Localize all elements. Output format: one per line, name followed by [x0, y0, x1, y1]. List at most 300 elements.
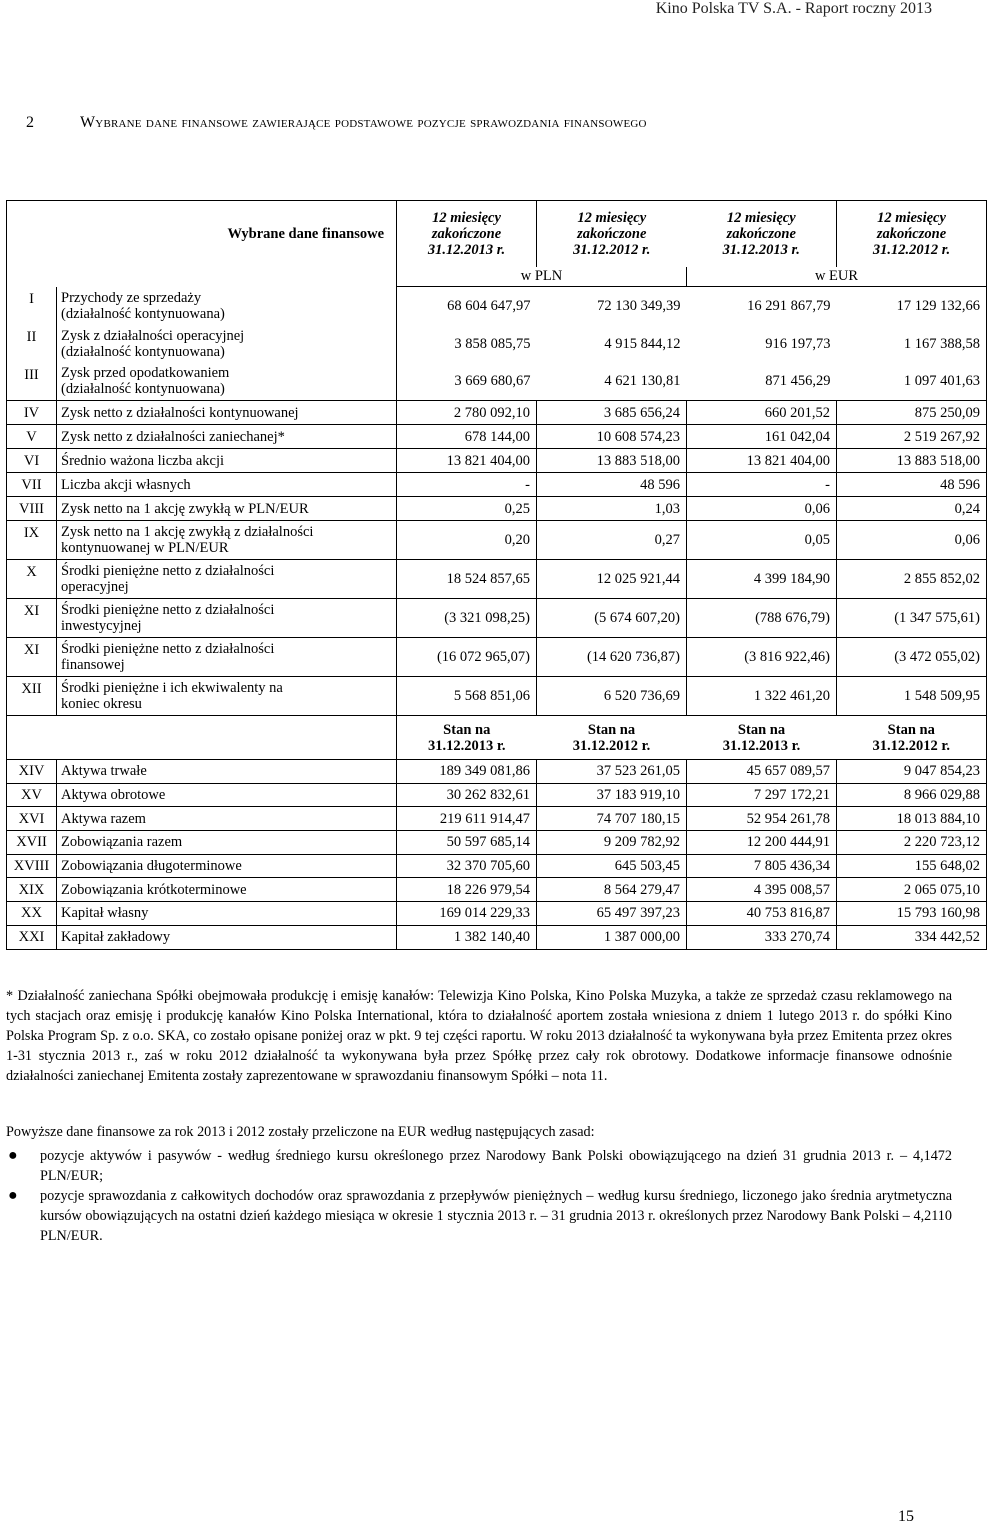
value-cell: [397, 325, 537, 363]
value: 13 821 404,00: [446, 452, 530, 469]
conversion-bullet: [6, 1146, 952, 1186]
value: 3 669 680,67: [454, 373, 531, 390]
table-row: [7, 325, 987, 363]
value-cell: [837, 854, 987, 878]
value: 189 349 081,86: [439, 763, 530, 780]
value: 13 883 518,00: [896, 452, 980, 469]
value: 8 966 029,88: [903, 787, 980, 804]
value: 0,05: [804, 532, 830, 548]
value-cell: [397, 497, 537, 521]
row-label-cont: (działalność kontynuowana): [61, 305, 225, 322]
row-label-cell: [57, 760, 397, 784]
value-cell: [537, 831, 687, 855]
row-number-cell: [7, 878, 57, 902]
stan-line: Stan na: [443, 721, 491, 738]
row-number: III: [24, 366, 39, 383]
value-cell: [537, 363, 687, 401]
value: 1 097 401,63: [903, 373, 980, 390]
value: 0,27: [654, 532, 680, 548]
table-row: [7, 854, 987, 878]
balance-header-spacer: [7, 716, 397, 760]
value-cell: [537, 497, 687, 521]
value-cell: [537, 854, 687, 878]
period-line: zakończone: [431, 225, 502, 242]
section-number: 2: [26, 114, 35, 131]
value: 2 220 723,12: [903, 834, 980, 851]
row-label-cont: (działalność kontynuowana): [61, 343, 225, 360]
row-number-cell: [7, 560, 57, 599]
value: 13 821 404,00: [746, 452, 830, 469]
row-label-cell: [57, 425, 397, 449]
value-cell: [837, 425, 987, 449]
value-cell: [397, 831, 537, 855]
period-line: zakończone: [726, 225, 796, 242]
row-label-cell: [57, 807, 397, 831]
value-cell: [397, 925, 537, 949]
row-number-cell: [7, 760, 57, 784]
row-number-cell: [7, 521, 57, 560]
row-number: VIII: [19, 500, 44, 517]
value-cell: [397, 401, 537, 425]
row-number-cell: [7, 287, 57, 325]
row-label-cont: finansowej: [61, 657, 125, 673]
table-row: [7, 560, 987, 599]
value: 45 657 089,57: [746, 763, 830, 780]
row-label: Zobowiązania razem: [61, 834, 183, 851]
row-label-cell: [57, 599, 397, 638]
value: 333 270,74: [764, 929, 830, 946]
value-cell: [687, 521, 837, 560]
value-cell: [537, 560, 687, 599]
row-label-cell: [57, 287, 397, 325]
period-line: 12 miesięcy: [726, 209, 796, 226]
row-label-cell: [57, 677, 397, 716]
value-cell: [687, 560, 837, 599]
value: 48 596: [940, 476, 980, 493]
value-cell: [837, 287, 987, 325]
row-label-cell: [57, 878, 397, 902]
value: 1 382 140,40: [453, 929, 530, 946]
value: 18 524 857,65: [446, 571, 530, 587]
value: 155 648,02: [914, 858, 980, 875]
value: 65 497 397,23: [596, 905, 680, 922]
row-number: XX: [21, 905, 42, 922]
value: 2 855 852,02: [903, 571, 980, 587]
value: 48 596: [640, 476, 680, 493]
row-number: X: [26, 564, 37, 580]
value: (5 674 607,20): [594, 610, 680, 626]
row-label-cell: [57, 902, 397, 926]
table-row: [7, 831, 987, 855]
value-cell: [537, 677, 687, 716]
value-cell: [837, 902, 987, 926]
row-label-cont: inwestycyjnej: [61, 618, 142, 634]
value: 334 442,52: [914, 929, 980, 946]
period-line: 12 miesięcy: [877, 209, 946, 226]
value-cell: [837, 449, 987, 473]
value-cell: [397, 902, 537, 926]
stan-date: 31.12.2013 r.: [722, 737, 801, 754]
value: (3 321 098,25): [444, 610, 530, 626]
value-cell: [687, 807, 837, 831]
row-number-cell: [7, 473, 57, 497]
value: 3 858 085,75: [454, 335, 531, 352]
value-cell: [687, 677, 837, 716]
table-header-row: [7, 201, 987, 267]
row-label-cell: [57, 363, 397, 401]
value: (1 347 575,61): [894, 610, 980, 626]
value-cell: [537, 599, 687, 638]
table-row: [7, 807, 987, 831]
row-label: Zysk netto na 1 akcję zwykłą z działalności: [61, 524, 314, 540]
row-number-cell: [7, 497, 57, 521]
value-cell: [687, 363, 837, 401]
row-number-cell: [7, 401, 57, 425]
value-cell: [687, 878, 837, 902]
row-number-cell: [7, 325, 57, 363]
row-number: XI: [23, 642, 40, 658]
row-label-cell: [57, 521, 397, 560]
row-label: Aktywa trwałe: [61, 763, 147, 780]
value: -: [525, 476, 530, 493]
value: 8 564 279,47: [603, 881, 680, 898]
value: 7 805 436,34: [753, 858, 830, 875]
row-label-cont: koniec okresu: [61, 696, 142, 712]
value-cell: [837, 560, 987, 599]
value: 161 042,04: [764, 428, 830, 445]
value-cell: [397, 783, 537, 807]
row-number-cell: [7, 599, 57, 638]
row-label: Średnio ważona liczba akcji: [61, 452, 225, 469]
row-label: Liczba akcji własnych: [61, 476, 191, 493]
table-row: [7, 401, 987, 425]
table-row: [7, 287, 987, 325]
value: 916 197,73: [765, 335, 831, 352]
value: 30 262 832,61: [446, 787, 530, 804]
period-header: [687, 201, 837, 267]
balance-date-header: [537, 716, 687, 760]
table-row: [7, 497, 987, 521]
unit-eur-cell: [687, 267, 987, 287]
value: 4 915 844,12: [604, 335, 681, 352]
row-number: XII: [21, 681, 42, 697]
row-number-cell: [7, 449, 57, 473]
row-label: Aktywa razem: [61, 810, 146, 827]
row-label: Przychody ze sprzedaży: [61, 289, 202, 306]
value: 12 025 921,44: [596, 571, 680, 587]
value-cell: [537, 473, 687, 497]
value-cell: [687, 473, 837, 497]
value-cell: [837, 473, 987, 497]
value: (788 676,79): [755, 610, 830, 626]
row-label: Środki pieniężne i ich ekwiwalenty na: [61, 680, 283, 696]
value: 72 130 349,39: [597, 297, 681, 314]
table-row: [7, 902, 987, 926]
row-label: Zysk netto z działalności zaniechanej*: [61, 428, 285, 445]
row-number-cell: [7, 425, 57, 449]
value-cell: [687, 760, 837, 784]
value-cell: [397, 425, 537, 449]
value-cell: [687, 425, 837, 449]
value-cell: [687, 287, 837, 325]
table-title-cell: [7, 201, 397, 267]
value: 15 793 160,98: [896, 905, 980, 922]
value-cell: [537, 783, 687, 807]
value: 74 707 180,15: [596, 810, 680, 827]
value-cell: [397, 638, 537, 677]
row-number-cell: [7, 925, 57, 949]
value-cell: [687, 497, 837, 521]
value-cell: [397, 807, 537, 831]
period-line: zakończone: [876, 225, 947, 242]
value-cell: [837, 401, 987, 425]
value-cell: [537, 325, 687, 363]
value: 2 780 092,10: [453, 404, 530, 421]
table-row: [7, 878, 987, 902]
value-cell: [837, 831, 987, 855]
period-header: [537, 201, 687, 267]
row-label: Kapitał własny: [61, 905, 149, 922]
row-number: IX: [23, 525, 40, 541]
value-cell: [537, 807, 687, 831]
value-cell: [687, 854, 837, 878]
period-line: 12 miesięcy: [432, 209, 501, 226]
row-number-cell: [7, 638, 57, 677]
stan-date: 31.12.2012 r.: [572, 737, 651, 754]
value: 1 548 509,95: [903, 688, 980, 704]
period-line: zakończone: [577, 225, 647, 242]
value: 645 503,45: [614, 858, 680, 875]
value: 18 226 979,54: [446, 881, 530, 898]
value-cell: [397, 854, 537, 878]
row-label-cell: [57, 401, 397, 425]
row-number-cell: [7, 902, 57, 926]
value: 18 013 884,10: [896, 810, 980, 827]
row-label-cont: (działalność kontynuowana): [61, 381, 225, 398]
bullet-text: pozycje aktywów i pasywów - według średniego kursu określonego przez Narodowy Bank Polski obowiązującego na dzień 31 grudnia 2013 r. – 4,1472 PLN/EUR;: [40, 1148, 952, 1184]
period-date: 31.12.2013 r.: [427, 241, 506, 258]
value: -: [825, 476, 830, 493]
value-cell: [397, 449, 537, 473]
table-row: [7, 677, 987, 716]
value: 9 209 782,92: [603, 834, 680, 851]
balance-date-header: [397, 716, 537, 760]
value: 1 387 000,00: [603, 929, 680, 946]
row-number: XVII: [16, 834, 47, 851]
section-heading: [26, 114, 647, 132]
value-cell: [837, 521, 987, 560]
stan-date: 31.12.2013 r.: [427, 737, 506, 754]
running-header: Kino Polska TV S.A. - Raport roczny 2013: [655, 0, 932, 17]
row-number-cell: [7, 831, 57, 855]
value: 3 685 656,24: [603, 404, 680, 421]
section-title: Wybrane dane finansowe zawierające podstawowe pozycje sprawozdania finansowego: [80, 114, 647, 131]
bullet-icon: ●: [8, 1147, 18, 1164]
table-row: [7, 783, 987, 807]
value: 5 568 851,06: [453, 688, 530, 704]
units-spacer: [7, 267, 397, 287]
value: 4 395 008,57: [753, 881, 830, 898]
value-cell: [687, 599, 837, 638]
value: 1 167 388,58: [903, 335, 980, 352]
row-label-cell: [57, 638, 397, 677]
value-cell: [537, 902, 687, 926]
value: 0,06: [954, 532, 980, 548]
row-number: XVI: [18, 810, 45, 827]
value-cell: [687, 783, 837, 807]
row-label: Zysk przed opodatkowaniem: [61, 365, 230, 382]
row-label: Kapitał zakładowy: [61, 929, 171, 946]
value: 871 456,29: [765, 373, 831, 390]
value-cell: [397, 521, 537, 560]
value-cell: [687, 325, 837, 363]
value-cell: [397, 287, 537, 325]
unit-pln: w PLN: [520, 268, 563, 285]
row-label-cell: [57, 783, 397, 807]
table-row: [7, 925, 987, 949]
stan-date: 31.12.2012 r.: [872, 737, 951, 754]
value-cell: [537, 449, 687, 473]
stan-line: Stan na: [587, 721, 636, 738]
row-label-cell: [57, 449, 397, 473]
value: 50 597 685,14: [446, 834, 530, 851]
row-number-cell: [7, 677, 57, 716]
row-label-cell: [57, 854, 397, 878]
unit-eur: w EUR: [814, 268, 859, 285]
row-label-cont: kontynuowanej w PLN/EUR: [61, 540, 229, 556]
value: 6 520 736,69: [603, 688, 680, 704]
value: 219 611 914,47: [439, 810, 530, 827]
value-cell: [837, 807, 987, 831]
value: 0,24: [954, 500, 980, 517]
value: 52 954 261,78: [746, 810, 830, 827]
value: 37 183 919,10: [596, 787, 680, 804]
row-label: Środki pieniężne netto z działalności: [61, 563, 275, 579]
value-cell: [687, 638, 837, 677]
value-cell: [537, 878, 687, 902]
discontinued-operations-footnote: * Działalność zaniechana Spółki obejmowała produkcję i emisję kanałów: Telewizja Kino Polska, Kino Polska Muzyka, a także ze sprzedaż czasu reklamowego na tych stacjach oraz emisję i produkcję kanałów Kino Polska International, która to działalność aportem została wniesiona z dniem 1 lutego 2013 r. do spółki Kino Polska Program Sp. z o.o. SKA, co zostało opisane poniżej oraz w pkt. 9 tej części raportu. W roku 2013 działalność ta wykonywana była przez Emitenta przez okres 1-31 stycznia 2013 r., zaś w roku 2012 działalność ta wykonywana była przez Spółkę przez cały rok obrotowy. Dodatkowe informacje finansowe odnośnie działalności zaniechanej Emitenta zostały zaprezentowane w sprawozdaniu finansowym Spółki – nota 11.: [6, 988, 952, 1084]
row-label: Zysk z działalności operacyjnej: [61, 327, 245, 344]
value: 68 604 647,97: [447, 297, 531, 314]
value-cell: [397, 878, 537, 902]
value: 16 291 867,79: [747, 297, 831, 314]
period-header: [837, 201, 987, 267]
row-label-cell: [57, 325, 397, 363]
page-number: 15: [898, 1508, 914, 1525]
table-row: [7, 599, 987, 638]
value: 0,25: [504, 500, 530, 517]
row-number-cell: [7, 783, 57, 807]
row-number: IV: [23, 404, 40, 421]
value: 2 065 075,10: [903, 881, 980, 898]
value: 1 322 461,20: [753, 688, 830, 704]
period-header: [397, 201, 537, 267]
value-cell: [537, 925, 687, 949]
table-row: [7, 638, 987, 677]
bullet-text: pozycje sprawozdania z całkowitych dochodów oraz sprawozdania z przepływów pieniężnych – według kursu średniego, liczonego jako średnia arytmetyczna kursów obowiązujących na ostatni dzień każdego miesiąca w okresie 1 stycznia 2013 r. – 31 grudnia 2013 r. określonych przez Narodowy Bank Polski – 4,2110 PLN/EUR.: [40, 1188, 952, 1244]
value-cell: [837, 783, 987, 807]
row-label-cell: [57, 925, 397, 949]
value-cell: [687, 902, 837, 926]
value-cell: [837, 925, 987, 949]
conversion-bullet: [6, 1186, 952, 1246]
value-cell: [537, 760, 687, 784]
table-title: Wybrane dane finansowe: [227, 225, 384, 242]
row-label-cell: [57, 473, 397, 497]
value-cell: [537, 521, 687, 560]
table-row: [7, 425, 987, 449]
row-number-cell: [7, 854, 57, 878]
balance-header-row: [7, 716, 987, 760]
table-row: [7, 449, 987, 473]
value: 37 523 261,05: [596, 763, 680, 780]
conversion-bullets: [6, 1146, 952, 1246]
row-number: II: [26, 328, 37, 345]
conversion-intro: Powyższe dane finansowe za rok 2013 i 2012 zostały przeliczone na EUR według następujących zasad:: [6, 1124, 595, 1140]
value-cell: [687, 925, 837, 949]
row-number: XV: [21, 787, 42, 804]
bullet-icon: ●: [8, 1187, 18, 1204]
value-cell: [837, 638, 987, 677]
value: (3 472 055,02): [894, 649, 980, 665]
value-cell: [537, 401, 687, 425]
row-number: V: [26, 428, 37, 445]
value-cell: [537, 287, 687, 325]
value: 10 608 574,23: [596, 428, 680, 445]
value: 2 519 267,92: [903, 428, 980, 445]
value-cell: [397, 473, 537, 497]
row-number: VII: [21, 476, 42, 493]
value-cell: [837, 497, 987, 521]
value: 0,06: [804, 500, 830, 517]
value-cell: [397, 677, 537, 716]
value: 875 250,09: [914, 404, 980, 421]
value-cell: [687, 449, 837, 473]
row-label-cell: [57, 560, 397, 599]
row-label-cell: [57, 497, 397, 521]
period-line: 12 miesięcy: [577, 209, 647, 226]
row-label: Zysk netto na 1 akcję zwykłą w PLN/EUR: [61, 500, 309, 517]
balance-date-header: [837, 716, 987, 760]
row-label-cont: operacyjnej: [61, 579, 129, 595]
value: 32 370 705,60: [446, 858, 530, 875]
value-cell: [837, 325, 987, 363]
value: 169 014 229,33: [439, 905, 530, 922]
row-label: Zobowiązania długoterminowe: [61, 858, 242, 875]
unit-pln-cell: [397, 267, 687, 287]
value-cell: [537, 638, 687, 677]
row-number: XIX: [18, 881, 45, 898]
value-cell: [537, 425, 687, 449]
value: 4 399 184,90: [753, 571, 830, 587]
period-date: 31.12.2012 r.: [573, 241, 651, 258]
row-number-cell: [7, 807, 57, 831]
value-cell: [837, 760, 987, 784]
row-number: VI: [23, 452, 40, 469]
row-label: Środki pieniężne netto z działalności: [61, 641, 275, 657]
value-cell: [397, 560, 537, 599]
value: 4 621 130,81: [604, 373, 681, 390]
value: 0,20: [504, 532, 530, 548]
conversion-basis: [6, 1122, 952, 1246]
balance-date-header: [687, 716, 837, 760]
value-cell: [397, 363, 537, 401]
row-label: Środki pieniężne netto z działalności: [61, 602, 275, 618]
row-label-cell: [57, 831, 397, 855]
row-number: XVIII: [13, 858, 50, 875]
value: 12 200 444,91: [746, 834, 830, 851]
value-cell: [687, 401, 837, 425]
